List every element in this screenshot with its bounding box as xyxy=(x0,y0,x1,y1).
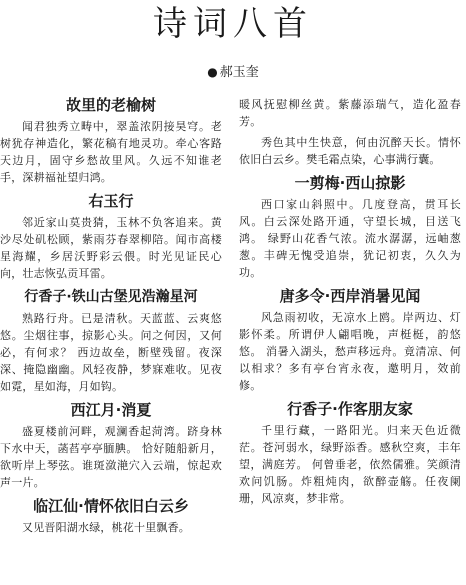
poem-text: 又见晋阳湖水绿，桃花十里飘香。 xyxy=(22,521,190,534)
poem-text: 盛夏楼前河畔，观澜香起菏湾。跻身林下水中天，菡萏亭亭腼腆。 恰好随船新月，欲听岸上琴弦。谁斑潋滟穴入云端，惊起欢声一片。 xyxy=(0,425,222,489)
poem-text: 邻近家山莫贵猜，玉林不负客追来。黄沙尽处矶松顾，紫雨芬春翠柳陪。闻市高楼星海耀，乡居沃野彩云偎。时光见证民心向，壮志恢弘贡耳雷。 xyxy=(0,216,222,280)
author-marker-icon: ● xyxy=(207,65,218,79)
poem-text: 秀色其中生快意，何由沉醉天长。情怀依旧白云乡。樊毛霜点染，心事满行囊。 xyxy=(239,136,461,166)
poem-title: 临江仙·情怀依旧白云乡 xyxy=(33,497,189,515)
poem-title: 唐多令·西岸消暑见闻 xyxy=(279,287,421,305)
poem-title: 故里的老榆树 xyxy=(65,96,156,114)
poem-title: 行香子·铁山古堡见浩瀚星河 xyxy=(24,289,198,305)
poem-text: 西口家山斜照中。几度登高，贯耳长风。白云深处路开通，守望长城，目送飞鸿。 绿野山花香气浓。流水潺潺，远岫葱葱。丰碑无愧受追崇，犹记初衷，久久为功。 xyxy=(239,198,461,279)
poem-title: 右玉行 xyxy=(88,192,134,210)
page-title: 诗词八首 xyxy=(153,4,313,44)
poem-title: 西江月·消夏 xyxy=(70,401,152,419)
right-column xyxy=(239,96,461,507)
author-line xyxy=(0,64,466,81)
author-name: 郝玉奎 xyxy=(219,65,259,80)
poem-text: 暖风抚慰柳丝黄。紫藤添瑞气，造化盈春芳。 xyxy=(239,98,461,128)
left-column xyxy=(0,96,222,536)
poem-title: 行香子·作客朋友家 xyxy=(287,400,413,418)
poem-text: 千里行藏，一路阳光。归来天色近微茫。苍河弱水，绿野添香。感秋空爽，丰年望，满庭芳。 何曾垂老，依然儒雅。笑颜清欢问饥肠。炸粗炖肉，欲醉壶觞。任夜阑珊，风凉爽，梦非常。 xyxy=(239,424,461,505)
poem-text: 熟路行舟。已是清秋。天蓝蓝、云爽悠悠。尘烟往事，掠影心头。问之何因，又何必，有何求？ 西边故垒，断壁残留。夜深深、掩隐幽幽。风轻夜静，梦寐难收。见夜如霓，星如海，月如钩。 xyxy=(0,312,222,393)
poem-text: 风急雨初收，无凉水上鸥。岸两边、灯影怀柔。所谓伊人翩唱晚，声梃梃，韵悠悠。 消暑入湖头，愁声移远舟。竟清凉、何以相求？多有亭台宵永夜，邀明月，效前修。 xyxy=(239,311,461,392)
poem-title: 一剪梅·西山掠影 xyxy=(294,174,406,192)
poem-text: 闻君独秀立畴中，翠盖浓阴接昊穹。老树犹存神造化，繁花稿有地灵功。牵心客路天边月，固守乡愁故里风。久远不知谁老手，深耕福祉望归鸿。 xyxy=(0,120,222,184)
